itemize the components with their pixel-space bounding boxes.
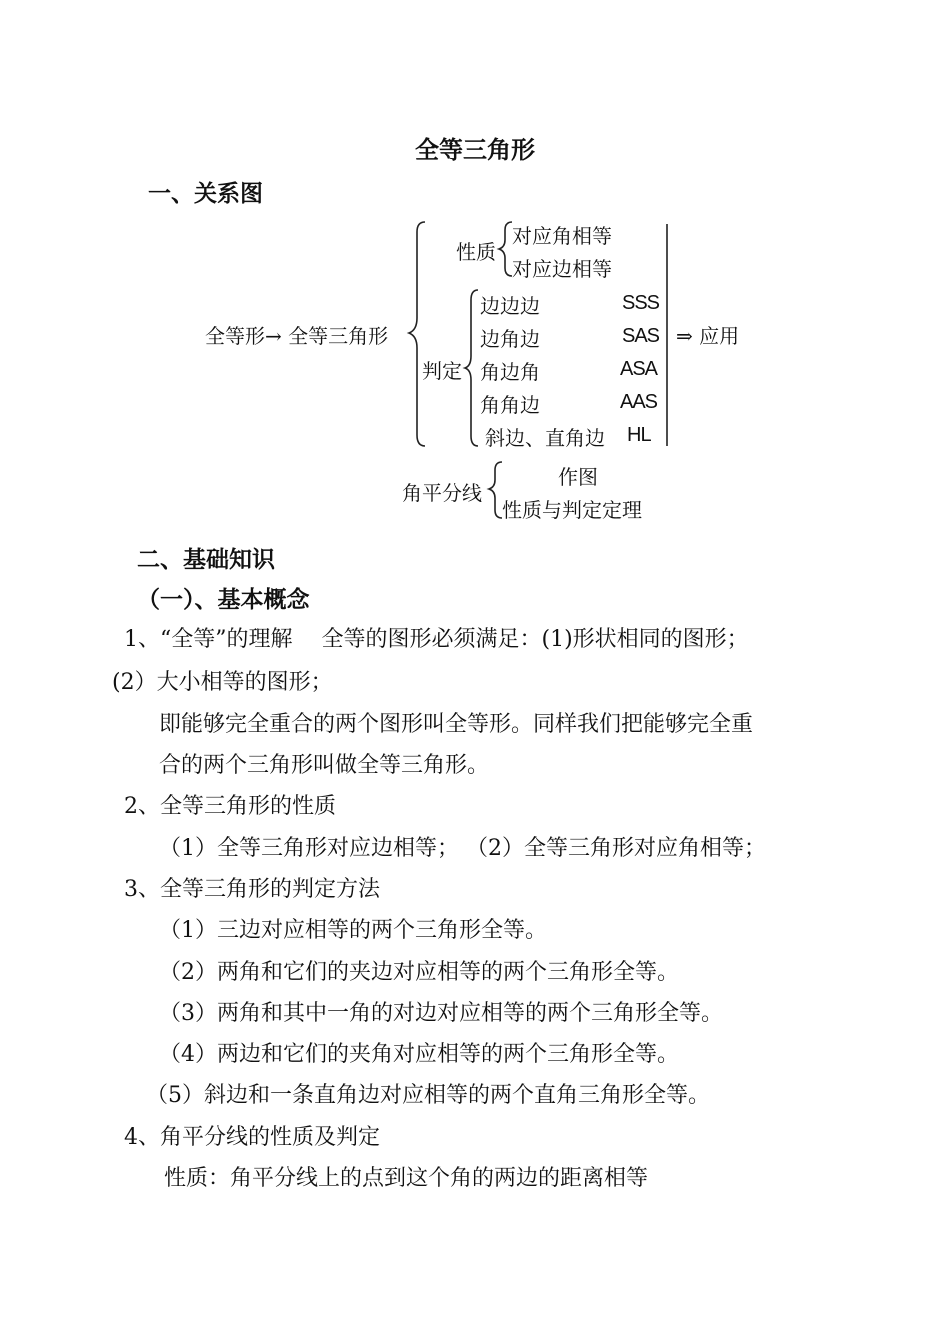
application-label: ⇒ 应用	[676, 324, 740, 348]
main-left-brace	[409, 222, 425, 446]
bisector-item: 性质与判定定理	[502, 498, 642, 522]
body-line: 合的两个三角形叫做全等三角形。	[159, 753, 490, 778]
page-title: 全等三角形	[415, 135, 535, 164]
judgement-item-name: 边角边	[480, 327, 540, 351]
judgement-label: 判定	[422, 359, 462, 383]
body-line: 1、“全等”的理解 全等的图形必须满足：(1)形状相同的图形；	[124, 627, 749, 652]
properties-brace	[499, 222, 512, 276]
judgement-item-code: HL	[627, 424, 651, 446]
section-heading-basics: 二、基础知识	[137, 546, 275, 573]
body-line: （1）全等三角形对应边相等； （2）全等三角形对应角相等；	[159, 836, 766, 861]
properties-item: 对应角相等	[512, 224, 612, 248]
judgement-item-code: SSS	[622, 292, 660, 314]
body-line: （1）三边对应相等的两个三角形全等。	[159, 918, 547, 943]
body-line: （2）两角和它们的夹边对应相等的两个三角形全等。	[159, 960, 679, 985]
body-line: 3、全等三角形的判定方法	[124, 877, 380, 902]
diagram-root: 全等形→ 全等三角形	[205, 324, 389, 348]
properties-label: 性质	[456, 240, 496, 264]
judgement-item-code: ASA	[620, 358, 658, 380]
body-line: 性质：角平分线上的点到这个角的两边的距离相等	[164, 1166, 649, 1191]
judgement-item-name: 角角边	[480, 393, 540, 417]
judgement-brace	[465, 290, 478, 446]
body-line: （3）两角和其中一角的对边对应相等的两个三角形全等。	[159, 1001, 723, 1026]
judgement-item-name: 斜边、直角边	[485, 426, 605, 450]
subheading-basic-concepts: （一）、基本概念	[137, 586, 310, 613]
body-line: (2）大小相等的图形；	[112, 670, 333, 695]
judgement-item-code: SAS	[622, 325, 660, 347]
judgement-item-code: AAS	[620, 391, 658, 413]
section-heading-relation-diagram: 一、关系图	[148, 180, 263, 207]
bisector-brace	[489, 462, 502, 518]
properties-item: 对应边相等	[512, 257, 612, 281]
body-line: （4）两边和它们的夹角对应相等的两个三角形全等。	[159, 1042, 679, 1067]
bisector-item: 作图	[558, 465, 598, 489]
body-line: 4、角平分线的性质及判定	[124, 1125, 380, 1150]
judgement-item-name: 边边边	[480, 294, 540, 318]
judgement-item-name: 角边角	[480, 360, 540, 384]
body-line: （5）斜边和一条直角边对应相等的两个直角三角形全等。	[146, 1083, 710, 1108]
body-line: 即能够完全重合的两个图形叫全等形。同样我们把能够完全重	[159, 712, 754, 737]
bisector-label: 角平分线	[402, 481, 482, 505]
body-line: 2、全等三角形的性质	[124, 794, 336, 819]
